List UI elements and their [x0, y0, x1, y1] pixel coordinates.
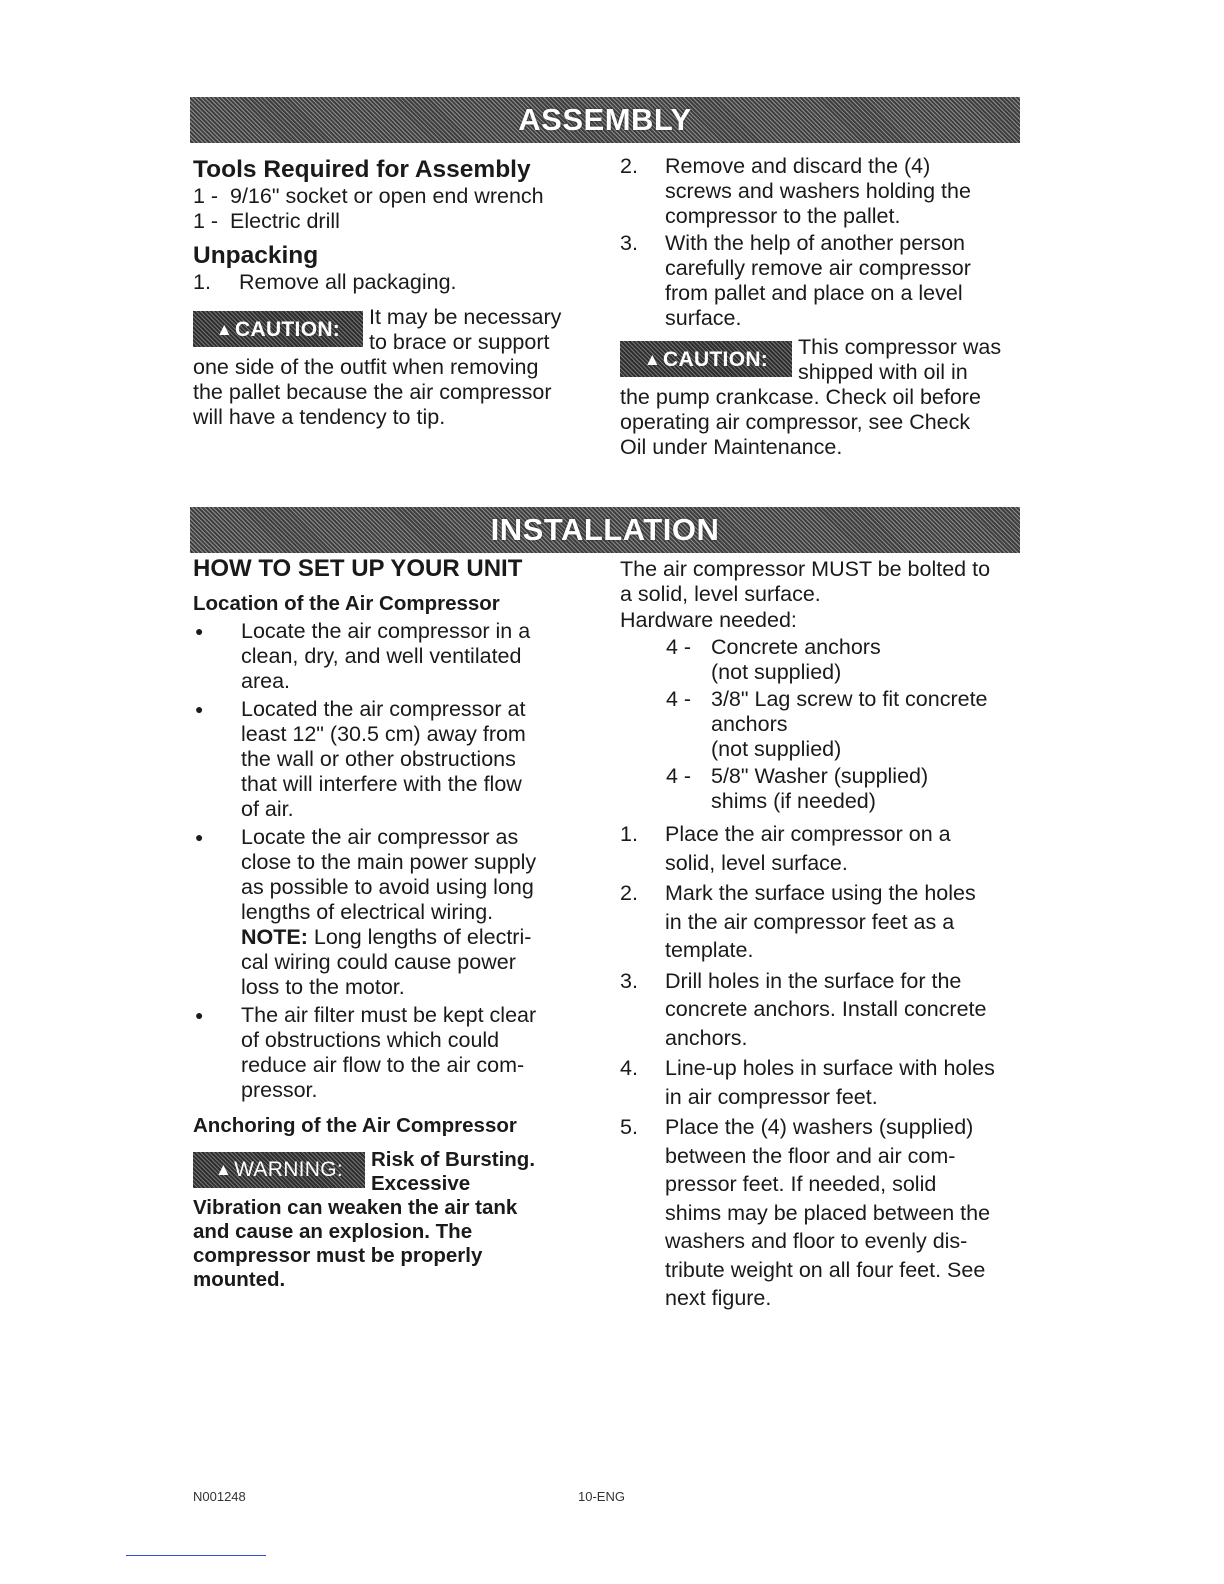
hardware-item	[620, 764, 1020, 814]
step-text: washers and floor to evenly dis-	[665, 1229, 968, 1253]
installation-left-column	[193, 555, 593, 1292]
step-number: 4.	[620, 1056, 638, 1080]
bullet-text: Locate the air compressor as	[241, 825, 519, 849]
warning-triangle-icon: ▲	[215, 319, 234, 339]
step-number: 1.	[193, 270, 211, 294]
bullet-icon: ●	[195, 701, 204, 717]
bullet-icon: ●	[195, 1007, 204, 1023]
bullet-text: least 12" (30.5 cm) away from	[241, 722, 526, 746]
hardware-heading: Hardware needed:	[620, 608, 797, 632]
bullet-icon: ●	[195, 623, 204, 639]
bullet-item	[193, 1003, 593, 1103]
bullet-text: The air filter must be kept clear	[241, 1003, 537, 1027]
install-step	[620, 967, 1020, 1053]
warning-triangle-icon: ▲	[214, 1160, 233, 1179]
step-number: 2.	[620, 154, 638, 178]
caution-block-1	[193, 305, 588, 430]
step-text: Place the (4) washers (supplied)	[665, 1115, 974, 1139]
step-text: concrete anchors. Install concrete	[665, 997, 987, 1021]
installation-right-column	[620, 557, 1020, 1313]
step-text: pressor feet. If needed, solid	[665, 1172, 937, 1196]
caution-text: Oil under Maintenance.	[620, 435, 843, 459]
location-heading: Location of the Air Compressor	[193, 592, 500, 615]
page-number: 10-ENG	[578, 1489, 625, 1504]
caution-badge-label: CAUTION:	[663, 347, 769, 371]
install-steps	[620, 820, 1020, 1313]
unpacking-step	[193, 270, 588, 295]
install-step	[620, 820, 1020, 877]
tool-qty: 1 -	[193, 184, 219, 208]
note-label: NOTE:	[241, 925, 308, 949]
bullet-item	[193, 619, 593, 694]
caution-text: It may be necessary	[369, 305, 562, 329]
note-text: cal wiring could cause power	[241, 950, 516, 974]
tool-qty: 1 -	[193, 209, 219, 233]
bullet-text: of air.	[241, 797, 294, 821]
tool-text: Electric drill	[230, 209, 340, 233]
tool-item	[193, 209, 588, 234]
step-text: Place the air compressor on a	[665, 822, 951, 846]
note-text: Long lengths of electri-	[307, 925, 532, 949]
caution-text: operating air compressor, see Check	[620, 410, 971, 434]
step-text: Mark the surface using the holes	[665, 881, 976, 905]
assembly-banner-title: ASSEMBLY	[518, 102, 692, 137]
hardware-item	[620, 635, 1020, 685]
warning-text: Excessive	[371, 1172, 471, 1195]
caution-text: This compressor was	[798, 335, 1002, 359]
install-step	[620, 1113, 1020, 1313]
document-code: N001248	[193, 1489, 246, 1504]
warning-text: mounted.	[193, 1268, 286, 1291]
step-text: surface.	[665, 306, 742, 330]
warning-text: compressor must be properly	[193, 1244, 483, 1267]
install-step	[620, 879, 1020, 965]
step-text: shims may be placed between the	[665, 1200, 991, 1225]
assembly-step	[620, 154, 1020, 229]
tool-item	[193, 184, 588, 209]
step-text: compressor to the pallet.	[665, 204, 901, 228]
caution-block-2	[620, 335, 1020, 460]
hardware-text: (not supplied)	[711, 660, 842, 684]
step-text: solid, level surface.	[665, 850, 848, 875]
bullet-icon: ●	[195, 829, 204, 845]
bullet-text: Locate the air compressor in a	[241, 619, 531, 643]
step-number: 3.	[620, 231, 638, 255]
note-line	[241, 925, 536, 950]
bullet-text: of obstructions which could	[241, 1028, 500, 1052]
assembly-right-column	[620, 154, 1020, 460]
step-text: With the help of another person	[665, 231, 965, 255]
step-text: in the air compressor feet as a	[665, 909, 955, 934]
caution-badge	[620, 341, 792, 377]
unpacking-heading: Unpacking	[193, 242, 319, 269]
caution-text: to brace or support	[369, 330, 550, 354]
step-text: tribute weight on all four feet. See	[665, 1257, 986, 1282]
tool-text: 9/16" socket or open end wrench	[230, 184, 544, 208]
intro-text: a solid, level surface.	[620, 582, 821, 606]
step-text: next figure.	[665, 1286, 772, 1310]
bullet-item	[193, 697, 593, 822]
caution-text: the pump crankcase. Check oil before	[620, 385, 981, 409]
bullet-text: as possible to avoid using long	[241, 875, 534, 899]
caution-badge-label: CAUTION:	[235, 317, 341, 341]
bullet-text: the wall or other obstructions	[241, 747, 516, 771]
intro-text: The air compressor MUST be bolted to	[620, 557, 991, 581]
anchoring-heading: Anchoring of the Air Compressor	[193, 1114, 517, 1137]
install-step	[620, 1054, 1020, 1111]
hardware-qty: 4 -	[666, 764, 692, 788]
hardware-text: (not supplied)	[711, 737, 842, 761]
hardware-text: 5/8" Washer (supplied)	[711, 764, 929, 788]
step-number: 1.	[620, 822, 638, 846]
divider	[126, 1555, 266, 1556]
setup-heading: HOW TO SET UP YOUR UNIT	[193, 555, 523, 582]
caution-badge	[193, 311, 363, 347]
warning-block	[193, 1148, 593, 1292]
warning-badge	[193, 1152, 365, 1188]
bullet-item	[193, 825, 593, 1000]
assembly-left-column	[193, 156, 588, 430]
hardware-text: 3/8" Lag screw to fit concrete	[711, 687, 988, 711]
note-text: loss to the motor.	[241, 975, 405, 999]
step-number: 3.	[620, 968, 638, 993]
step-text: from pallet and place on a level	[665, 281, 963, 305]
step-text: template.	[665, 938, 754, 962]
bullet-text: close to the main power supply	[241, 850, 537, 874]
hardware-text: shims (if needed)	[711, 789, 876, 813]
warning-text: Vibration can weaken the air tank	[193, 1196, 518, 1219]
caution-text: one side of the outfit when removing	[193, 355, 539, 379]
step-number: 2.	[620, 881, 638, 905]
bullet-text: lengths of electrical wiring.	[241, 900, 494, 924]
bullet-text: Located the air compressor at	[241, 697, 526, 721]
step-number: 5.	[620, 1115, 638, 1139]
warning-text: and cause an explosion. The	[193, 1220, 473, 1243]
assembly-banner	[190, 97, 1020, 143]
installation-banner-title: INSTALLATION	[490, 512, 720, 547]
step-text: carefully remove air compressor	[665, 256, 971, 280]
step-text: in air compressor feet.	[665, 1084, 878, 1109]
caution-text: will have a tendency to tip.	[193, 405, 446, 429]
warning-badge-label: WARNING:	[234, 1158, 344, 1181]
step-text: anchors.	[665, 1025, 748, 1050]
step-text: Drill holes in the surface for the	[665, 968, 962, 993]
step-text: Remove and discard the (4)	[665, 154, 931, 178]
bullet-text: pressor.	[241, 1078, 318, 1102]
bullet-text: that will interfere with the flow	[241, 772, 522, 796]
hardware-text: anchors	[711, 712, 788, 736]
caution-text: the pallet because the air compressor	[193, 380, 552, 404]
hardware-qty: 4 -	[666, 635, 692, 659]
tools-heading: Tools Required for Assembly	[193, 156, 531, 183]
bullet-text: reduce air flow to the air com-	[241, 1053, 525, 1077]
warning-text: Risk of Bursting.	[371, 1148, 536, 1171]
step-text: Line-up holes in surface with holes	[665, 1056, 995, 1080]
step-text: screws and washers holding the	[665, 179, 971, 203]
assembly-step	[620, 231, 1020, 331]
bullet-text: area.	[241, 669, 291, 693]
caution-text: shipped with oil in	[798, 360, 968, 384]
bullet-text: clean, dry, and well ventilated	[241, 644, 522, 668]
step-text: between the floor and air com-	[665, 1143, 956, 1168]
step-text: Remove all packaging.	[239, 270, 457, 294]
hardware-qty: 4 -	[666, 687, 692, 711]
installation-banner	[190, 507, 1020, 553]
hardware-text: Concrete anchors	[711, 635, 881, 659]
hardware-item	[620, 687, 1020, 762]
warning-triangle-icon: ▲	[643, 349, 662, 369]
